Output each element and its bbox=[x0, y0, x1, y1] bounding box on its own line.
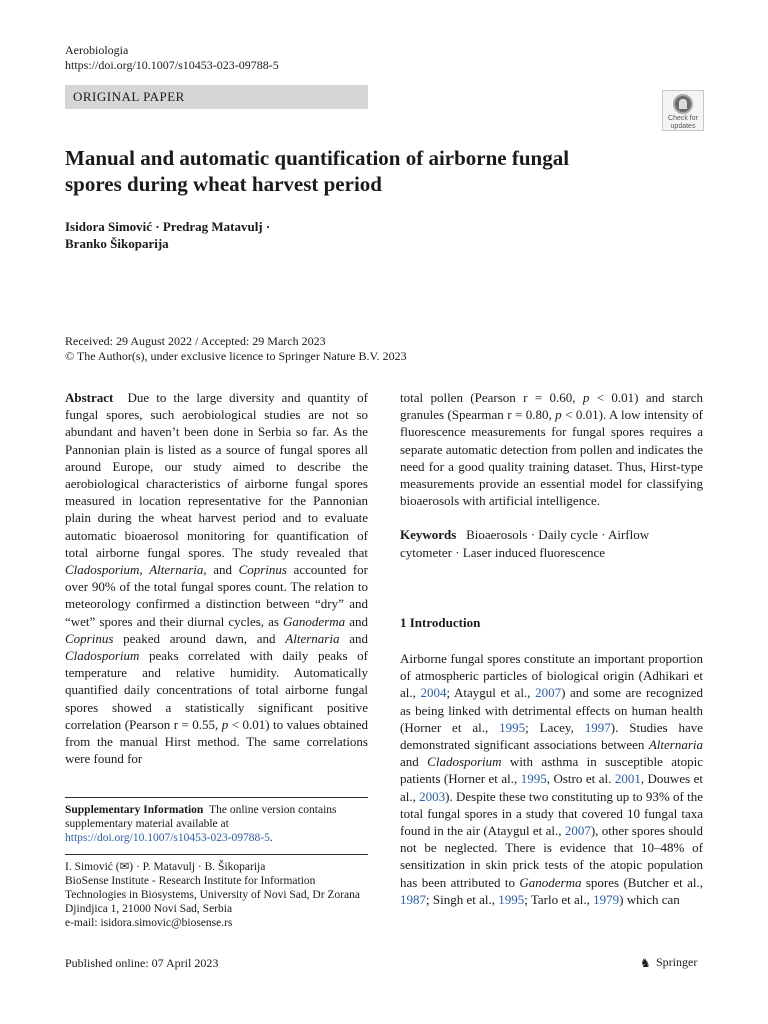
doi-link[interactable]: https://doi.org/10.1007/s10453-023-09788-5 bbox=[65, 58, 279, 72]
taxon: Alternaria bbox=[149, 562, 204, 578]
intro-text: ; Singh et al., bbox=[426, 891, 499, 907]
abstract-continued bbox=[400, 389, 703, 509]
taxon: Coprinus bbox=[238, 562, 287, 578]
intro-text: and bbox=[400, 754, 428, 770]
intro-text: , Ostro et al. bbox=[546, 771, 615, 787]
abstract-text: , bbox=[139, 562, 150, 578]
intro-text: ; Lacey, bbox=[525, 719, 585, 735]
keywords bbox=[400, 526, 703, 560]
journal-name: Aerobiologia bbox=[65, 43, 129, 57]
intro-text: ), other spores should not be neglected. There is evidence that 10–48% of sensitization in skin prick tests of the atopic population has been attributed to bbox=[400, 823, 703, 890]
taxon: Cladosporium bbox=[65, 562, 140, 578]
citation-link[interactable]: 1995 bbox=[498, 891, 525, 907]
citation-link[interactable]: 2003 bbox=[419, 788, 446, 804]
paper-title bbox=[65, 145, 625, 197]
citation-link[interactable]: 1995 bbox=[499, 719, 526, 735]
citation-link[interactable]: 1987 bbox=[400, 891, 426, 907]
affiliation-institute: BioSense Institute - Research Institute for Information Technologies in Biosystems, University of Novi Sad, Dr Zorana Djindjica 1, 21000 Novi Sad, Serbia bbox=[65, 875, 360, 915]
abstract-paragraph bbox=[65, 389, 368, 767]
abstract-text: < 0.01) and starch granules (Spearman r = 0.80, bbox=[400, 390, 703, 423]
footnote-divider bbox=[65, 797, 368, 798]
intro-text: ) and some are recognized as being linked with detrimental effects on human health (Horner et al., bbox=[400, 685, 703, 735]
intro-text: ). Studies have demonstrated significant associations between bbox=[400, 719, 703, 753]
corresponding-email[interactable]: e-mail: isidora.simovic@biosense.rs bbox=[65, 917, 233, 929]
supplementary-label: Supplementary Information bbox=[65, 804, 204, 816]
abstract-text: Due to the large diversity and quantity of fungal spores, such aerobiological studies are not so abundant and haven’t been done in Serbia so far. As the Pannonian plain is listed as a source of fungal spores all around Europe, our study aimed to describe the aerobiological characteristics of airborne fungal spores measured in location representative for the Pannonian plain during the wheat harvest period and to evaluate automatic bioaerosol monitoring for quantification of total airborne fungal spores. The study revealed that bbox=[65, 390, 369, 560]
check-label-2: updates bbox=[670, 123, 696, 130]
taxon: Ganoderma bbox=[519, 874, 582, 890]
check-for-updates-badge[interactable] bbox=[662, 90, 704, 131]
intro-text: with asthma in susceptible atopic patients (Horner et al., bbox=[400, 754, 703, 787]
authors-line-1: Isidora Simović · Predrag Matavulj · bbox=[65, 219, 271, 234]
supplementary-end: . bbox=[269, 832, 273, 844]
author-affiliation bbox=[65, 860, 368, 930]
intro-text: Airborne fungal spores constitute an important proportion of atmospheric particles of biological origin (Adhikari et al., bbox=[400, 651, 703, 701]
publication-dates bbox=[65, 334, 407, 364]
author-list bbox=[65, 218, 465, 252]
section-heading-introduction: 1 Introduction bbox=[400, 615, 481, 630]
p-value-symbol: p bbox=[582, 390, 590, 405]
taxon: Ganoderma bbox=[283, 613, 346, 629]
affiliation-authors: I. Simović (✉) · P. Matavulj · B. Šikoparija bbox=[65, 861, 266, 873]
supplementary-info bbox=[65, 803, 368, 845]
publisher-name: Springer bbox=[656, 955, 698, 969]
abstract-text: peaks correlated with daily peaks of temperature and relative humidity. Automatically quantified daily concentrations of total airborne fungal spores showed a statistically significant positive correlation (Pearson r = 0.55, bbox=[65, 648, 368, 732]
taxon: Cladosporium bbox=[65, 648, 140, 664]
keywords-text: Bioaerosols · Daily cycle · Airflow cytometer · Laser induced fluorescence bbox=[400, 527, 650, 560]
taxon: Alternaria bbox=[285, 630, 340, 646]
title-line-2: spores during wheat harvest period bbox=[65, 172, 382, 196]
check-for-updates-icon bbox=[673, 94, 693, 114]
abstract-text: and bbox=[345, 613, 368, 629]
authors-line-2: Branko Šikoparija bbox=[65, 236, 169, 251]
supplementary-text: The online version contains supplementary material available at bbox=[65, 804, 337, 830]
abstract-text: total pollen (Pearson r = 0.60, bbox=[400, 390, 583, 405]
p-value-symbol: p bbox=[555, 407, 562, 423]
check-label-1: Check for bbox=[668, 115, 698, 122]
intro-text: spores (Butcher et al., bbox=[581, 874, 703, 890]
intro-text: ) which can bbox=[619, 891, 680, 907]
intro-text: ; Tarlo et al., bbox=[524, 891, 594, 907]
affiliation-divider bbox=[65, 854, 368, 855]
intro-text: ). Despite these two constituting up to 93% of the total fungal spores in a study that covered 10 fungal taxa found in the air (Ataygul et al., bbox=[400, 788, 703, 839]
published-online: Published online: 07 April 2023 bbox=[65, 956, 219, 970]
introduction-body bbox=[400, 650, 703, 908]
citation-link[interactable]: 2001 bbox=[614, 771, 641, 787]
keywords-label: Keywords bbox=[400, 527, 457, 543]
abstract-text: < 0.01) to values obtained from the manual Hirst method. The same correlations were found for bbox=[65, 716, 369, 767]
citation-link[interactable]: 2007 bbox=[535, 685, 562, 701]
publisher-mark bbox=[640, 955, 697, 970]
citation-link[interactable]: 1995 bbox=[520, 771, 547, 787]
citation-link[interactable]: 2004 bbox=[420, 685, 447, 701]
taxon: Alternaria bbox=[648, 737, 703, 753]
received-accepted: Received: 29 August 2022 / Accepted: 29 March 2023 bbox=[65, 334, 326, 348]
copyright-notice: © The Author(s), under exclusive licence to Springer Nature B.V. 2023 bbox=[65, 349, 407, 363]
journal-header bbox=[65, 43, 279, 73]
intro-text: , Douwes et al., bbox=[400, 771, 703, 804]
citation-link[interactable]: 2007 bbox=[564, 823, 591, 839]
abstract-column-right bbox=[400, 389, 703, 561]
intro-text: ; Ataygul et al., bbox=[446, 685, 536, 701]
abstract-text: , and bbox=[203, 562, 239, 578]
taxon: Coprinus bbox=[65, 630, 114, 646]
abstract-text: and bbox=[339, 630, 368, 646]
abstract-column-left bbox=[65, 389, 368, 767]
p-value-symbol: p bbox=[221, 716, 229, 732]
title-line-1: Manual and automatic quantification of airborne fungal bbox=[65, 146, 570, 170]
abstract-text: accounted for over 90% of the total fungal spores count. The relation to meteorology confirmed a distinction between “dry” and “wet” spores and their diurnal cycles, as bbox=[65, 562, 368, 629]
citation-link[interactable]: 1997 bbox=[584, 719, 611, 735]
abstract-label: Abstract bbox=[65, 390, 114, 405]
taxon: Cladosporium bbox=[427, 754, 502, 770]
citation-link[interactable]: 1979 bbox=[593, 891, 620, 907]
abstract-text: < 0.01). A low intensity of fluorescence measurements for fungal spores requires a separate automatic detection from pollen and indicates the need for a good quality training dataset. Thus, Hirst-type measurements provide an essential model for classifying bioaerosols with artificial intelligence. bbox=[400, 407, 703, 509]
introduction-paragraph bbox=[400, 650, 703, 908]
springer-horse-icon: ♞ bbox=[640, 956, 651, 970]
abstract-text: peaked around dawn, and bbox=[113, 630, 286, 646]
supplementary-link[interactable]: https://doi.org/10.1007/s10453-023-09788-5 bbox=[65, 832, 270, 844]
paper-type-banner: ORIGINAL PAPER bbox=[65, 85, 368, 109]
